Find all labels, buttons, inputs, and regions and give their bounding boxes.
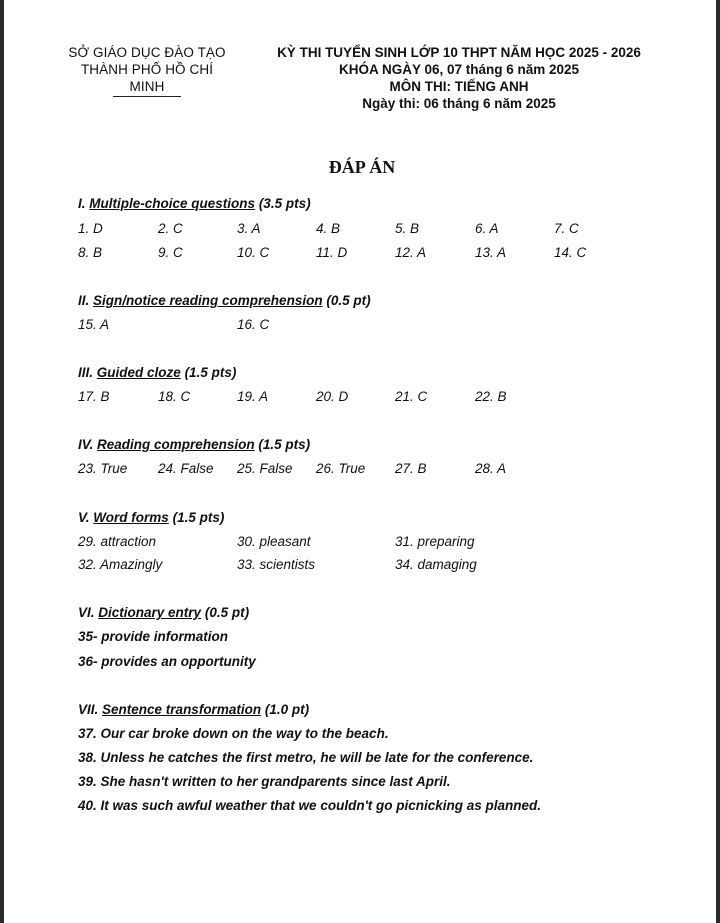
section-heading-3 [78,365,236,380]
exam-header [274,44,644,112]
answer-item: 33. scientists [237,557,316,572]
exam-name: KỲ THI TUYỂN SINH LỚP 10 THPT NĂM HỌC 2025 - 2026 [277,45,641,60]
answer-line: 37. Our car broke down on the way to the beach. [78,726,389,741]
section-number: VII. [78,702,99,717]
answer-line: 38. Unless he catches the first metro, he will be late for the conference. [78,750,534,765]
answer-item: 32. Amazingly [78,557,163,572]
header-underline [113,96,181,97]
section-heading-6 [78,605,249,620]
answer-item: 1. D [78,221,103,236]
answer-item: 14. C [554,245,587,260]
section-number: III. [78,365,94,380]
answer-line: 40. It was such awful weather that we couldn't go picnicking as planned. [78,798,542,813]
answer-item: 3. A [237,221,261,236]
answer-item: 7. C [554,221,579,236]
answer-item: 26. True [316,461,366,476]
answer-item: 16. C [237,317,270,332]
answer-item: 19. A [237,389,269,404]
answer-item: 11. D [316,245,348,260]
answer-item: 5. B [395,221,420,236]
section-name: Dictionary entry [98,605,202,620]
city-name: THÀNH PHỐ HỒ CHÍ MINH [80,62,214,94]
answer-row [78,461,698,479]
department-header [62,44,232,97]
section-number: I. [78,196,86,211]
exam-session: KHÓA NGÀY 06, 07 tháng 6 năm 2025 [338,62,580,77]
answer-item: 17. B [78,389,110,404]
answer-item: 10. C [237,245,270,260]
section-number: V. [78,510,90,525]
answer-row [78,221,698,239]
section-name: Word forms [93,510,169,525]
section-name: Reading comprehension [97,437,255,452]
answer-item: 4. B [316,221,341,236]
answer-item: 28. A [475,461,507,476]
answer-item: 2. C [158,221,183,236]
answer-row [78,534,698,552]
section-name: Sentence transformation [102,702,262,717]
answer-line: 36- provides an opportunity [78,654,256,669]
answer-item: 31. preparing [395,534,475,549]
section-points: (3.5 pts) [258,196,311,211]
section-name: Multiple-choice questions [89,196,256,211]
answer-row [78,557,698,575]
answer-key-page [4,0,716,923]
answer-item: 23. True [78,461,128,476]
answer-item: 30. pleasant [237,534,311,549]
answer-item: 29. attraction [78,534,157,549]
answer-row [78,317,698,335]
answer-item: 15. A [78,317,110,332]
answer-item: 24. False [158,461,214,476]
answer-item: 20. D [316,389,349,404]
section-number: II. [78,293,90,308]
section-number: VI. [78,605,95,620]
answer-line: 39. She hasn't written to her grandparents since last April. [78,774,451,789]
answer-item: 34. damaging [395,557,477,572]
section-heading-2 [78,293,371,308]
section-points: (0.5 pt) [326,293,371,308]
answer-line: 35- provide information [78,629,229,644]
answer-row [78,389,698,407]
section-points: (0.5 pt) [204,605,250,620]
answer-item: 12. A [395,245,427,260]
section-name: Sign/notice reading comprehension [93,293,323,308]
answer-item: 6. A [475,221,499,236]
section-points: (1.5 pts) [172,510,225,525]
answer-item: 22. B [475,389,507,404]
section-name: Guided cloze [96,365,181,380]
section-heading-5 [78,510,224,525]
answer-item: 13. A [475,245,507,260]
exam-date: Ngày thi: 06 tháng 6 năm 2025 [362,96,556,111]
answer-item: 8. B [78,245,103,260]
answer-item: 25. False [237,461,293,476]
section-heading-7 [78,702,309,717]
answer-item: 27. B [395,461,427,476]
answer-item: 18. C [158,389,191,404]
page-title: ĐÁP ÁN [328,157,396,177]
section-points: (1.5 pts) [258,437,311,452]
section-points: (1.0 pt) [264,702,310,717]
answer-item: 21. C [395,389,428,404]
department-name: SỞ GIÁO DỤC ĐÀO TẠO [68,45,226,60]
exam-subject: MÔN THI: TIẾNG ANH [389,79,529,94]
section-number: IV. [78,437,94,452]
answer-item: 9. C [158,245,183,260]
section-heading-1 [78,196,311,211]
answer-row [78,245,698,263]
section-points: (1.5 pts) [184,365,237,380]
section-heading-4 [78,437,310,452]
